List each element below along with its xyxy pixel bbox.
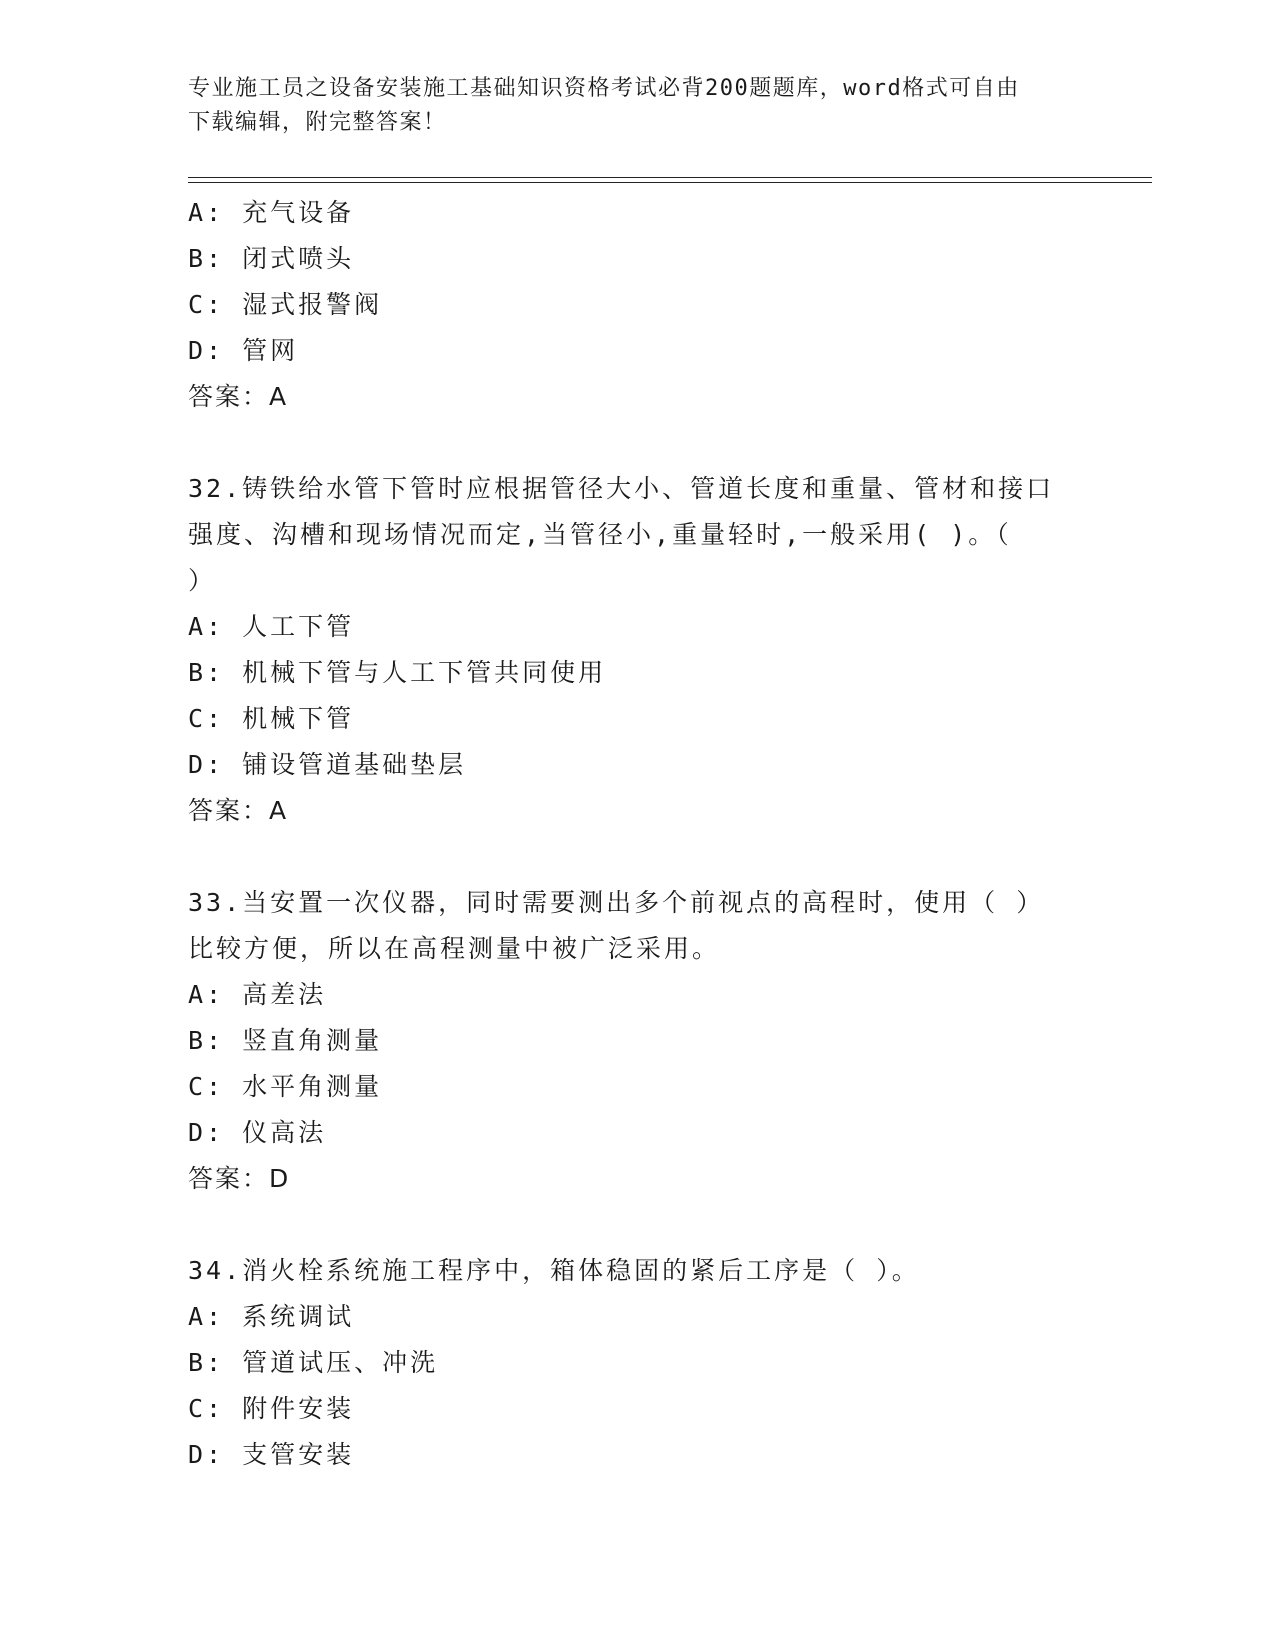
question-32 <box>188 466 1088 834</box>
header-line-1: 专业施工员之设备安装施工基础知识资格考试必背200题题库，word格式可自由 <box>188 76 1020 101</box>
answer: 答案：A <box>188 796 289 825</box>
option-c: C: 机械下管 <box>188 704 355 733</box>
question-stem-line: 32.铸铁给水管下管时应根据管径大小、管道长度和重量、管材和接口 <box>188 474 1055 503</box>
document-header <box>188 72 1088 140</box>
header-divider-top <box>188 177 1152 178</box>
option-d: D: 仪高法 <box>188 1118 327 1147</box>
option-d: D: 铺设管道基础垫层 <box>188 750 467 779</box>
option-b: B: 竖直角测量 <box>188 1026 383 1055</box>
option-b: B: 机械下管与人工下管共同使用 <box>188 658 607 687</box>
option-a: A: 高差法 <box>188 980 327 1009</box>
option-b: B: 闭式喷头 <box>188 244 355 273</box>
question-list <box>188 190 1088 1478</box>
option-c: C: 附件安装 <box>188 1394 355 1423</box>
question-34 <box>188 1248 1088 1478</box>
option-a: A: 充气设备 <box>188 198 355 227</box>
question-31 <box>188 190 1088 420</box>
question-stem-line: 33.当安置一次仪器，同时需要测出多个前视点的高程时，使用（ ） <box>188 888 1045 917</box>
option-c: C: 湿式报警阀 <box>188 290 383 319</box>
question-33 <box>188 880 1088 1202</box>
option-c: C: 水平角测量 <box>188 1072 383 1101</box>
question-stem-line: 比较方便，所以在高程测量中被广泛采用。 <box>188 934 721 963</box>
answer: 答案：A <box>188 382 289 411</box>
question-stem-line: 强度、沟槽和现场情况而定,当管径小,重量轻时,一般采用( )。（ <box>188 520 1012 549</box>
option-d: D: 管网 <box>188 336 299 365</box>
question-stem-line: 34.消火栓系统施工程序中，箱体稳固的紧后工序是（ ）。 <box>188 1256 920 1285</box>
answer: 答案：D <box>188 1164 291 1193</box>
option-a: A: 系统调试 <box>188 1302 355 1331</box>
header-divider-bottom <box>188 182 1152 183</box>
option-b: B: 管道试压、冲洗 <box>188 1348 439 1377</box>
option-a: A: 人工下管 <box>188 612 355 641</box>
question-stem-line: ） <box>188 566 217 595</box>
spacer <box>188 420 1088 466</box>
spacer <box>188 834 1088 880</box>
option-d: D: 支管安装 <box>188 1440 355 1469</box>
spacer <box>188 1202 1088 1248</box>
header-line-2: 下载编辑，附完整答案！ <box>188 110 447 135</box>
